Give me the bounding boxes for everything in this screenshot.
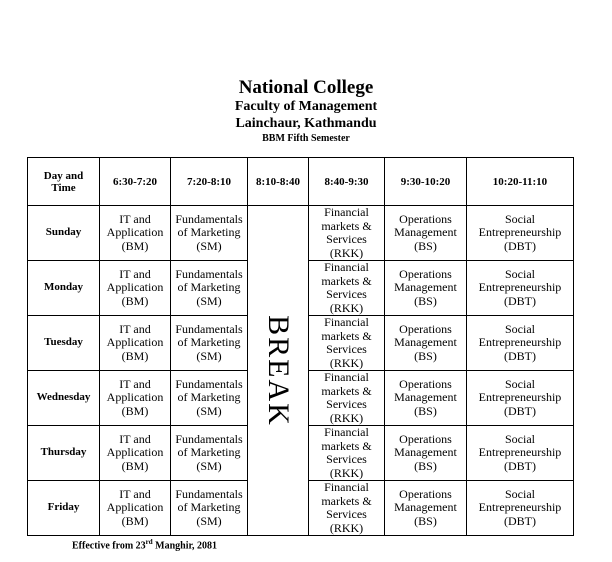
subject-cell: Financial markets & Services (RKK)	[309, 481, 385, 536]
column-header: 9:30-10:20	[385, 158, 467, 206]
subject-cell: Financial markets & Services (RKK)	[309, 261, 385, 316]
subject-cell: Social Entrepreneurship (DBT)	[467, 426, 574, 481]
subject-cell: Operations Management (BS)	[385, 316, 467, 371]
day-cell: Monday	[28, 261, 100, 316]
subject-cell: Fundamentals of Marketing (SM)	[171, 481, 248, 536]
break-cell	[248, 206, 309, 536]
column-header: 6:30-7:20	[100, 158, 171, 206]
break-label: BREAK	[261, 314, 295, 427]
subject-cell: Operations Management (BS)	[385, 206, 467, 261]
class-routine-table	[27, 157, 574, 536]
subject-cell: IT and Application (BM)	[100, 481, 171, 536]
effective-date-prefix: Effective from 23	[72, 540, 146, 552]
effective-date-ordinal: rd	[145, 538, 153, 546]
day-cell: Thursday	[28, 426, 100, 481]
subject-cell: IT and Application (BM)	[100, 371, 171, 426]
table-header-row	[28, 158, 574, 206]
subject-cell: Operations Management (BS)	[385, 371, 467, 426]
subject-cell: Fundamentals of Marketing (SM)	[171, 316, 248, 371]
subject-cell: Operations Management (BS)	[385, 261, 467, 316]
subject-cell: Fundamentals of Marketing (SM)	[171, 206, 248, 261]
day-cell: Tuesday	[28, 316, 100, 371]
column-header: 8:10-8:40	[248, 158, 309, 206]
subject-cell: Financial markets & Services (RKK)	[309, 426, 385, 481]
college-location: Lainchaur, Kathmandu	[235, 116, 377, 131]
effective-date-note	[72, 538, 217, 551]
subject-cell: IT and Application (BM)	[100, 206, 171, 261]
subject-cell: Fundamentals of Marketing (SM)	[171, 426, 248, 481]
day-cell: Sunday	[28, 206, 100, 261]
subject-cell: Financial markets & Services (RKK)	[309, 371, 385, 426]
effective-date-suffix: Manghir, 2081	[152, 540, 218, 552]
column-header: Day and Time	[28, 158, 100, 206]
subject-cell: Social Entrepreneurship (DBT)	[467, 481, 574, 536]
subject-cell: Fundamentals of Marketing (SM)	[171, 371, 248, 426]
semester-label: BBM Fifth Semester	[262, 133, 350, 144]
subject-cell: Social Entrepreneurship (DBT)	[467, 261, 574, 316]
subject-cell: IT and Application (BM)	[100, 261, 171, 316]
subject-cell: Financial markets & Services (RKK)	[309, 206, 385, 261]
subject-cell: Fundamentals of Marketing (SM)	[171, 261, 248, 316]
subject-cell: Financial markets & Services (RKK)	[309, 316, 385, 371]
subject-cell: IT and Application (BM)	[100, 316, 171, 371]
subject-cell: Operations Management (BS)	[385, 481, 467, 536]
day-cell: Friday	[28, 481, 100, 536]
column-header: 10:20-11:10	[467, 158, 574, 206]
subject-cell: Social Entrepreneurship (DBT)	[467, 316, 574, 371]
column-header: 7:20-8:10	[171, 158, 248, 206]
subject-cell: Operations Management (BS)	[385, 426, 467, 481]
table-row	[28, 206, 574, 261]
subject-cell: IT and Application (BM)	[100, 426, 171, 481]
college-name: National College	[238, 77, 374, 98]
column-header: 8:40-9:30	[309, 158, 385, 206]
day-cell: Wednesday	[28, 371, 100, 426]
subject-cell: Social Entrepreneurship (DBT)	[467, 371, 574, 426]
subject-cell: Social Entrepreneurship (DBT)	[467, 206, 574, 261]
faculty-name: Faculty of Management	[234, 99, 378, 114]
